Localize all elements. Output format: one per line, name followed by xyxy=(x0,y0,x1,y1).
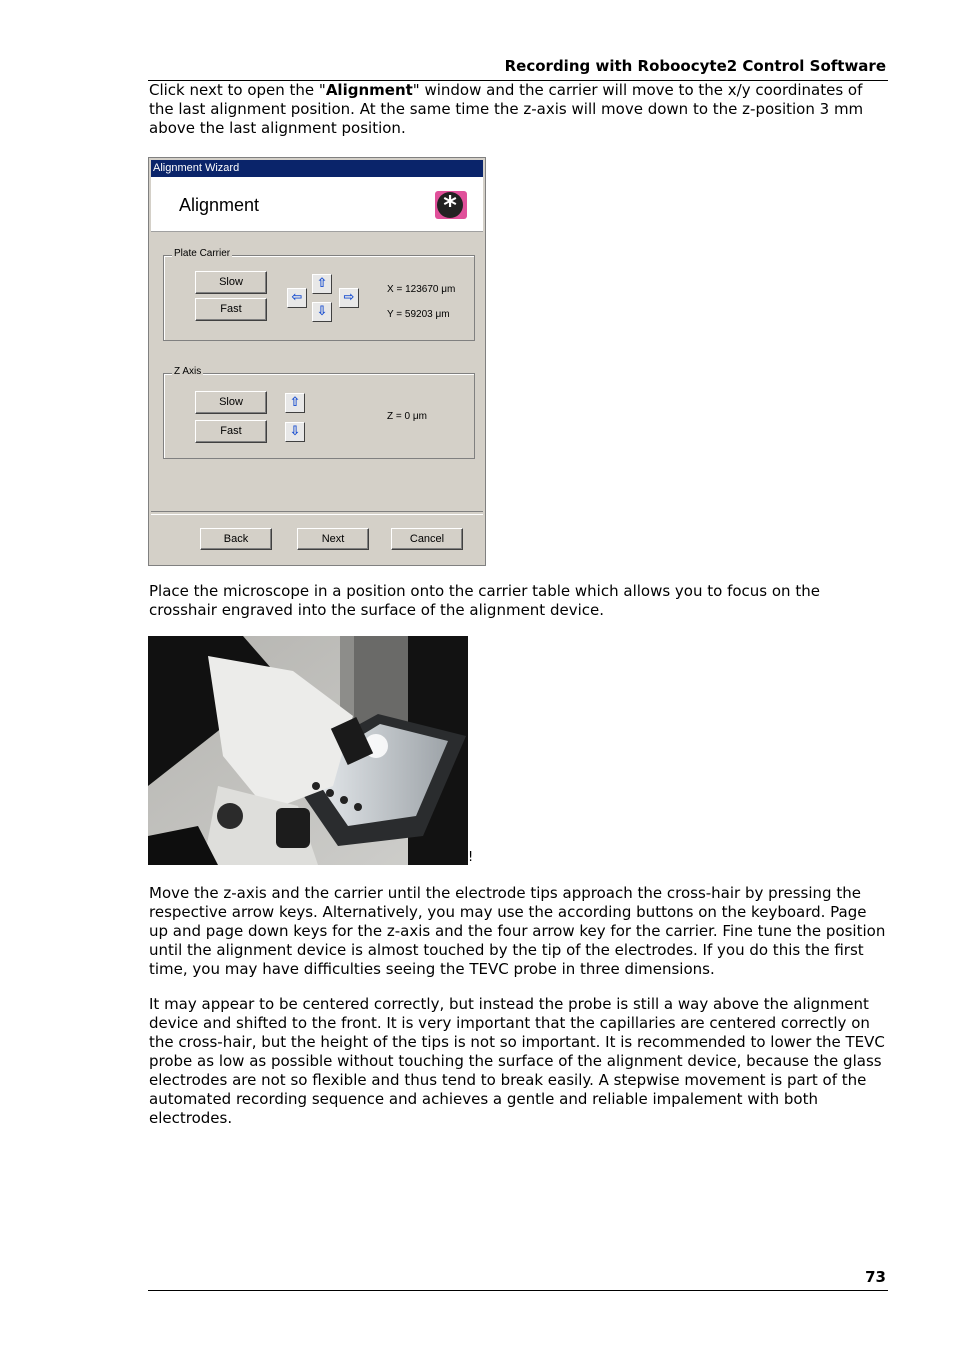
carrier-slow-button[interactable]: Slow xyxy=(195,271,267,294)
intro-text-before: Click next to open the " xyxy=(149,81,326,99)
intro-text-after: " window and the carrier will move to the x/y coordinates of the last alignment position. At the same time the z-axis will move down to the z-position 3 mm above the last alignment position. xyxy=(149,81,864,137)
microscope-photo xyxy=(148,636,468,865)
move-paragraph: Move the z-axis and the carrier until the electrode tips approach the cross-hair by pressing the respective arrow keys. Alternatively, you may use the according buttons on the keyboard. Page up and page down keys for the z-axis and the four arrow key for the carrier. Fine tune the position until the alignment device is almost touched by the tip of the electrodes. If you do this the first time, you may have difficulties seeing the TEVC probe in three dimensions. xyxy=(149,884,886,978)
footer-rule xyxy=(148,1290,888,1291)
intro-bold-term: Alignment xyxy=(325,81,413,99)
intro-paragraph xyxy=(149,81,889,138)
dialog-header xyxy=(151,177,483,232)
z-down-arrow-icon[interactable]: ⇩ xyxy=(285,422,305,442)
dialog-heading: Alignment xyxy=(179,195,260,215)
dialog-footer-separator xyxy=(151,511,483,515)
cancel-button[interactable]: Cancel xyxy=(391,528,463,550)
z-axis-group xyxy=(163,366,475,459)
z-up-arrow-icon[interactable]: ⇧ xyxy=(285,393,305,413)
carrier-right-arrow-icon[interactable]: ⇨ xyxy=(339,288,359,308)
z-coordinate-readout: Z = 0 μm xyxy=(387,411,427,422)
running-header: Recording with Roboocyte2 Control Software xyxy=(504,57,886,75)
photo-trailing-mark: ! xyxy=(468,850,474,865)
center-paragraph: It may appear to be centered correctly, but instead the probe is still a way above the alignment device and shifted to the front. It is very important that the capillaries are centered correctly on the cross-hair, but the height of the tips is not so important. It is recommended to lower the TEVC probe as low as possible without touching the surface of the alignment device, because the glass electrodes are not so flexible and thus tend to break easily. A stepwise movement is part of the automated recording sequence and achieves a gentle and reliable impalement with both electrodes. xyxy=(149,995,885,1127)
next-button[interactable]: Next xyxy=(297,528,369,550)
dialog-titlebar: Alignment Wizard xyxy=(151,160,483,177)
microscope-paragraph: Place the microscope in a position onto the carrier table which allows you to focus on the crosshair engraved into the surface of the alignment device. xyxy=(149,582,820,619)
carrier-fast-button[interactable]: Fast xyxy=(195,298,267,321)
z-slow-button[interactable]: Slow xyxy=(195,391,267,414)
y-coordinate-readout: Y = 59203 μm xyxy=(387,309,450,320)
z-fast-button[interactable]: Fast xyxy=(195,420,267,443)
page-number: 73 xyxy=(865,1268,886,1286)
alignment-wizard-dialog xyxy=(148,157,486,566)
carrier-left-arrow-icon[interactable]: ⇦ xyxy=(287,288,307,308)
asterisk-logo-icon: * xyxy=(435,191,467,219)
carrier-up-arrow-icon[interactable]: ⇧ xyxy=(312,274,332,294)
plate-carrier-group xyxy=(163,248,475,341)
x-coordinate-readout: X = 123670 μm xyxy=(387,284,456,295)
z-axis-legend: Z Axis xyxy=(174,366,202,377)
carrier-down-arrow-icon[interactable]: ⇩ xyxy=(312,302,332,322)
plate-carrier-legend: Plate Carrier xyxy=(174,248,231,259)
back-button[interactable]: Back xyxy=(200,528,272,550)
